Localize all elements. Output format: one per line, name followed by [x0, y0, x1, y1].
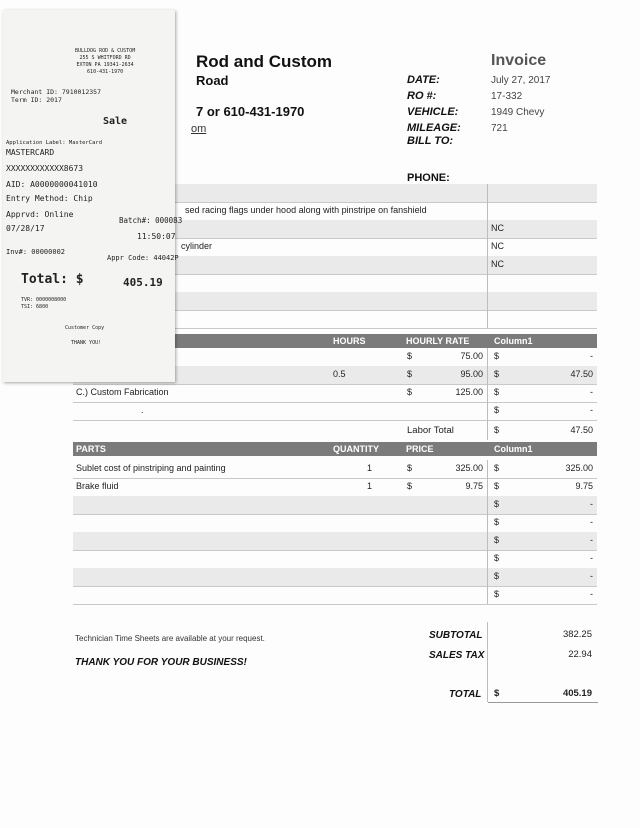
hours-header: HOURS	[333, 336, 366, 346]
receipt-tsi: TSI: 6800	[21, 304, 49, 310]
labor-total-cur: $	[494, 405, 500, 415]
labor-total-cur: $	[494, 351, 500, 361]
column-divider	[487, 184, 488, 328]
labor-desc: C.) Custom Fabrication	[76, 387, 169, 397]
column-divider	[487, 460, 488, 604]
labor-rate: 95.00	[460, 369, 483, 379]
part-total-cur: $	[494, 517, 500, 527]
company-email: om	[191, 123, 207, 135]
labor-total: 47.50	[570, 369, 593, 379]
column1-header: Column1	[494, 444, 533, 454]
receipt-total-value: 405.19	[123, 276, 163, 289]
receipt-approved: Apprvd: Online	[6, 210, 74, 219]
receipt-merchant-id: Merchant ID: 7910012357	[11, 88, 102, 96]
sales-tax-value: 22.94	[568, 649, 592, 660]
phone-label: PHONE:	[407, 172, 450, 184]
description-nc: NC	[491, 259, 504, 269]
receipt-app-label: Application Label: MasterCard	[6, 140, 103, 146]
labor-total-cur: $	[494, 369, 500, 379]
invoice-title: Invoice	[491, 52, 547, 69]
receipt-appr-code: Appr Code: 44042P	[107, 254, 179, 262]
footer-note: Technician Time Sheets are available at your request.	[75, 634, 265, 643]
receipt-header: BULLDOG ROD & CUSTOM 255 S WHITFORD RD EXTON PA 19341-2634 610-431-1970	[75, 48, 136, 75]
sales-tax-label: SALES TAX	[429, 650, 485, 661]
parts-row	[73, 568, 597, 587]
labor-total-cur: $	[494, 387, 500, 397]
labor-rate: 75.00	[460, 351, 483, 361]
part-desc: Brake fluid	[76, 481, 119, 491]
description-text: sed racing flags under hood along with pinstripe on fanshield	[185, 205, 427, 215]
meta-value-date: July 27, 2017	[491, 75, 551, 86]
part-total: -	[590, 535, 593, 545]
part-total: -	[590, 571, 593, 581]
part-total-cur: $	[494, 463, 500, 473]
parts-row	[73, 514, 597, 533]
meta-value-mileage: 721	[491, 123, 508, 134]
part-total: 9.75	[575, 481, 593, 491]
parts-row	[73, 478, 597, 497]
part-total-cur: $	[494, 553, 500, 563]
part-total: -	[590, 589, 593, 599]
part-price: 325.00	[455, 463, 483, 473]
parts-row	[73, 460, 597, 479]
meta-label-billto: BILL TO:	[407, 135, 454, 147]
price-header: PRICE	[406, 444, 434, 454]
parts-header-label: PARTS	[76, 444, 106, 454]
part-total: -	[590, 499, 593, 509]
parts-row	[73, 496, 597, 515]
total-cur: $	[494, 688, 500, 699]
labor-total-label: Labor Total	[407, 425, 454, 436]
part-price-cur: $	[407, 481, 413, 491]
description-nc: NC	[491, 223, 504, 233]
part-qty: 1	[367, 463, 373, 473]
meta-label-vehicle: VEHICLE:	[407, 106, 459, 118]
meta-label-mileage: MILEAGE:	[407, 122, 461, 134]
company-street: Road	[196, 73, 229, 88]
meta-value-vehicle: 1949 Chevy	[491, 107, 545, 118]
meta-value-ro: 17-332	[491, 91, 523, 102]
part-price: 9.75	[465, 481, 483, 491]
total-underline	[488, 702, 598, 703]
part-total: 325.00	[565, 463, 593, 473]
column1-header: Column1	[494, 336, 533, 346]
labor-total-row	[73, 422, 597, 440]
labor-hours: 0.5	[333, 369, 346, 379]
parts-row	[73, 586, 597, 605]
receipt-batch: Batch#: 000083	[119, 216, 183, 225]
labor-total: -	[590, 387, 593, 397]
receipt-sale: Sale	[103, 116, 128, 127]
parts-header	[73, 442, 597, 456]
total-label: TOTAL	[449, 689, 482, 700]
description-text: cylinder	[181, 241, 213, 251]
thank-you: THANK YOU FOR YOUR BUSINESS!	[75, 657, 247, 668]
labor-row	[73, 402, 597, 421]
company-name: Rod and Custom	[196, 52, 332, 71]
part-total-cur: $	[494, 535, 500, 545]
labor-grand-cur: $	[494, 425, 500, 435]
hourly-rate-header: HOURLY RATE	[406, 336, 470, 346]
labor-row	[73, 384, 597, 403]
receipt-tvr: TVR: 0000008000	[21, 297, 67, 303]
parts-row	[73, 550, 597, 569]
part-qty: 1	[367, 481, 373, 491]
card-receipt	[3, 10, 183, 382]
labor-rate-cur: $	[407, 369, 413, 379]
part-total-cur: $	[494, 589, 500, 599]
part-total-cur: $	[494, 481, 500, 491]
labor-total: -	[590, 351, 593, 361]
labor-grand-total: 47.50	[570, 425, 593, 435]
receipt-thank-you: THANK YOU!	[71, 340, 102, 346]
receipt-total-label: Total: $	[21, 272, 84, 287]
receipt-inv: Inv#: 00000002	[6, 248, 66, 256]
labor-desc: .	[141, 405, 144, 415]
subtotal-value: 382.25	[562, 629, 592, 640]
description-nc: NC	[491, 241, 504, 251]
receipt-entry-method: Entry Method: Chip	[6, 194, 93, 203]
receipt-date: 07/28/17	[6, 224, 45, 233]
part-desc: Sublet cost of pinstriping and painting	[76, 463, 226, 473]
part-total-cur: $	[494, 499, 500, 509]
part-total: -	[590, 553, 593, 563]
receipt-card-number: XXXXXXXXXXXX8673	[6, 164, 84, 173]
part-total: -	[590, 517, 593, 527]
column-divider	[487, 348, 488, 440]
receipt-customer-copy: Customer Copy	[65, 325, 105, 331]
total-value: 405.19	[562, 688, 592, 699]
labor-rate-cur: $	[407, 387, 413, 397]
receipt-aid: AID: A0000000041010	[6, 180, 98, 189]
labor-total: -	[590, 405, 593, 415]
company-phone: 7 or 610-431-1970	[196, 104, 305, 119]
receipt-card: MASTERCARD	[6, 148, 55, 157]
parts-row	[73, 532, 597, 551]
part-total-cur: $	[494, 571, 500, 581]
subtotal-label: SUBTOTAL	[429, 630, 483, 641]
receipt-time: 11:50:07	[137, 232, 176, 241]
totals-divider	[487, 622, 488, 702]
part-price-cur: $	[407, 463, 413, 473]
quantity-header: QUANTITY	[333, 444, 379, 454]
receipt-term-id: Term ID: 2017	[11, 96, 62, 104]
meta-label-ro: RO #:	[407, 90, 437, 102]
labor-rate-cur: $	[407, 351, 413, 361]
parts-table	[73, 460, 597, 604]
meta-label-date: DATE:	[407, 74, 440, 86]
labor-rate: 125.00	[455, 387, 483, 397]
